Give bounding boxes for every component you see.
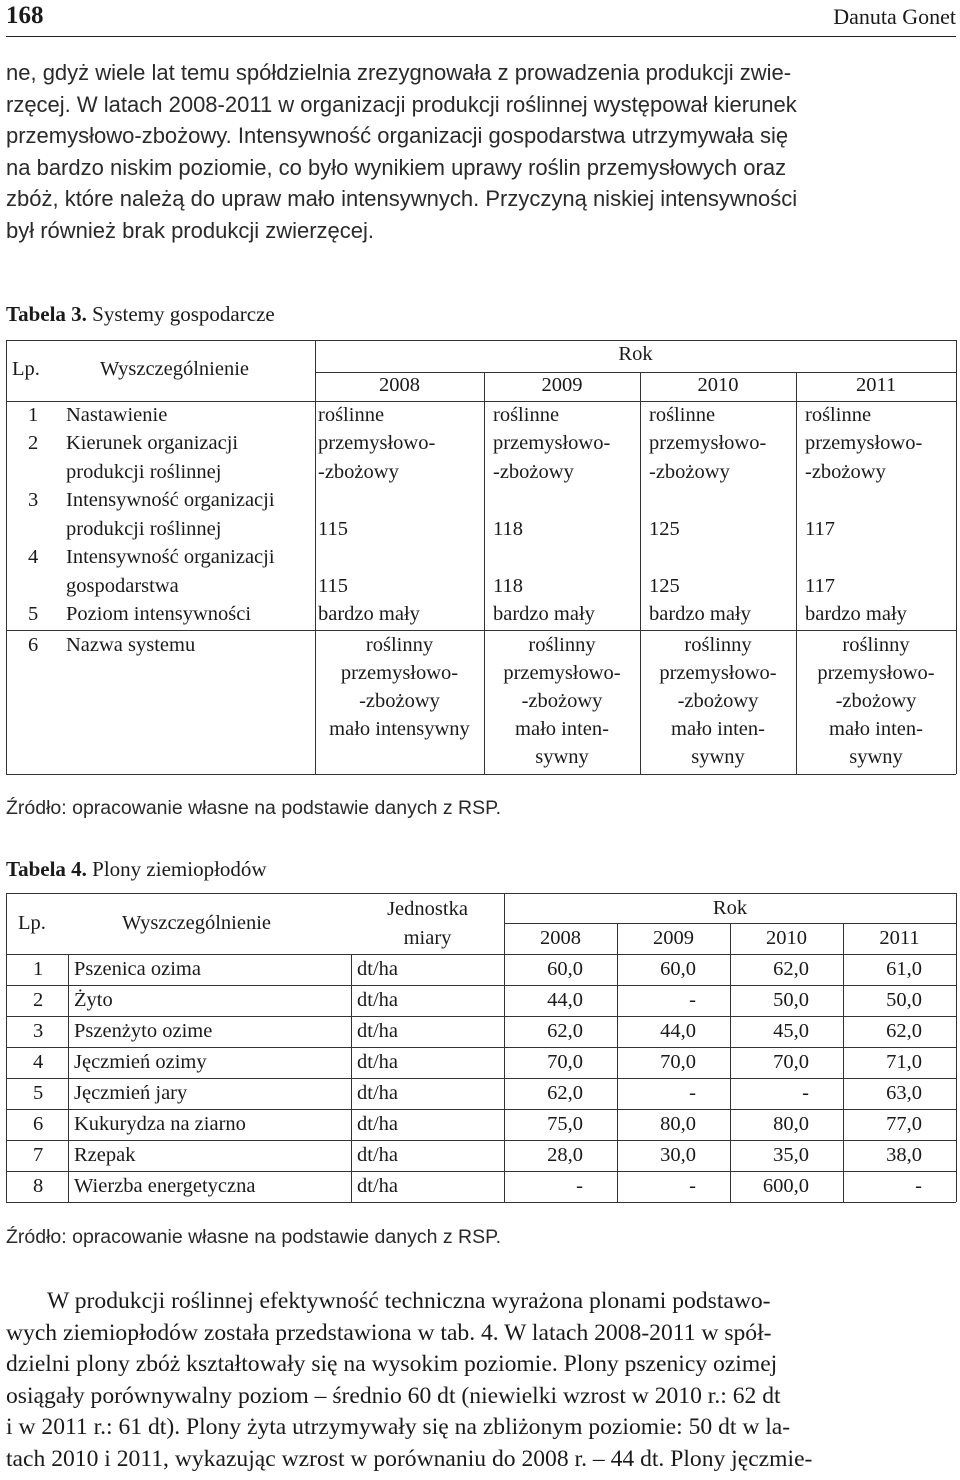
table3-caption-text: Systemy gospodarcze	[86, 302, 275, 326]
page-header	[6, 2, 956, 37]
table3-row-label: Kierunek organizacji	[66, 432, 239, 454]
table3-value: 117	[805, 575, 835, 597]
table3-head-lp: Lp.	[12, 358, 40, 380]
table3-year: 2011	[856, 374, 897, 396]
table3-value: mało inten-	[829, 718, 923, 740]
table4-unit: dt/ha	[357, 1020, 398, 1042]
page-number: 168	[6, 2, 44, 29]
table4-value: 63,0	[886, 1082, 922, 1104]
table4	[6, 893, 956, 1203]
table4-caption-label: Tabela 4.	[6, 857, 87, 881]
text-line: przemysłowo-zbożowy. Intensywność organizacji gospodarstwa utrzymywała się	[6, 123, 789, 149]
table3-row-label: gospodarstwa	[66, 575, 179, 597]
table3-value: przemysłowo-	[340, 662, 459, 684]
table4-value: 62,0	[886, 1020, 922, 1042]
table3-value: przemysłowo-	[493, 432, 611, 454]
text-line: tach 2010 i 2011, wykazując wzrost w porównaniu do 2008 r. – 44 dt. Plony jęczmie-	[6, 1445, 813, 1472]
table3-value: bardzo mały	[649, 603, 751, 625]
table4-crop-name: Rzepak	[74, 1144, 136, 1166]
table4-rule	[6, 985, 956, 986]
table3-value: -zbożowy	[805, 461, 886, 483]
table3-value: roślinne	[493, 404, 560, 426]
table4-head-unit: miary	[403, 927, 452, 949]
table4-rule	[68, 954, 69, 1202]
table4-value: 44,0	[547, 989, 583, 1011]
table3-value: bardzo mały	[493, 603, 595, 625]
table3-caption-label: Tabela 3.	[6, 302, 87, 326]
text-line: na bardzo niskim poziomie, co było wynikiem uprawy roślin przemysłowych oraz	[6, 154, 787, 180]
table3-rule	[6, 774, 956, 775]
table3-value: -zbożowy	[677, 690, 759, 712]
table3-value: przemysłowo-	[659, 662, 777, 684]
table3-value: roślinny	[528, 634, 596, 656]
table4-value: 77,0	[886, 1113, 922, 1135]
table4-value: 60,0	[547, 958, 583, 980]
closing-paragraph	[6, 1286, 956, 1476]
table3-value: roślinne	[805, 404, 872, 426]
table4-value: 62,0	[547, 1082, 583, 1104]
table4-value: 50,0	[886, 989, 922, 1011]
table4-unit: dt/ha	[357, 958, 398, 980]
table3-value: 118	[493, 575, 523, 597]
table3-value: przemysłowo-	[503, 662, 621, 684]
table4-value: 70,0	[660, 1051, 696, 1073]
table3-row-label: Nazwa systemu	[66, 634, 196, 656]
table3-row-label: Intensywność organizacji	[66, 489, 275, 511]
table3-year: 2009	[541, 374, 583, 396]
table3-head-item: Wyszczególnienie	[100, 358, 250, 380]
table3-value: -zbożowy	[521, 690, 603, 712]
table3-rule	[6, 340, 7, 774]
table4-year: 2011	[879, 927, 920, 949]
table3-value: 125	[649, 575, 680, 597]
table3-value: -zbożowy	[359, 690, 440, 712]
table4-crop-name: Żyto	[74, 989, 113, 1011]
table4-value: 71,0	[886, 1051, 922, 1073]
intro-paragraph	[6, 57, 956, 247]
table4-crop-name: Kukurydza na ziarno	[74, 1113, 246, 1135]
table4-value: -	[689, 1175, 696, 1197]
table3-lp: 5	[28, 603, 39, 625]
table4-lp: 3	[33, 1020, 44, 1042]
table4-head-year: Rok	[712, 897, 748, 919]
table3-value: przemysłowo-	[805, 432, 923, 454]
table3-value: bardzo mały	[318, 603, 420, 625]
table3-year: 2008	[379, 374, 420, 396]
table3-row-label: Poziom intensywności	[66, 603, 252, 625]
table4-year: 2009	[653, 927, 694, 949]
table4-value: 80,0	[773, 1113, 809, 1135]
text-line: W produkcji roślinnej efektywność techniczna wyrażona plonami podstawo-	[47, 1288, 771, 1314]
table4-unit: dt/ha	[357, 989, 398, 1011]
table4-lp: 6	[33, 1113, 44, 1135]
table3-value: 118	[493, 518, 523, 540]
text-line: ne, gdyż wiele lat temu spółdzielnia zrezygnowała z prowadzenia produkcji zwie-	[6, 60, 792, 85]
table4-head-item: Wyszczególnienie	[122, 912, 272, 934]
table4-rule	[351, 954, 352, 1202]
table4-rule	[6, 893, 7, 1202]
table4-caption	[6, 857, 267, 882]
table4-value: 38,0	[886, 1144, 922, 1166]
table3-value: roślinny	[365, 634, 434, 656]
running-author: Danuta Gonet	[833, 4, 956, 29]
table4-value: -	[802, 1082, 809, 1104]
table4-rule	[6, 1140, 956, 1141]
table4-value: 80,0	[660, 1113, 696, 1135]
table3-lp: 3	[28, 489, 39, 511]
table4-lp: 4	[33, 1051, 44, 1073]
table4-value: 75,0	[547, 1113, 583, 1135]
table3-caption	[6, 302, 275, 327]
table4-value: -	[576, 1175, 583, 1197]
table4-crop-name: Jęczmień jary	[74, 1082, 188, 1104]
table3-value: roślinne	[649, 404, 716, 426]
table3-value: -zbożowy	[493, 461, 574, 483]
table4-value: 60,0	[660, 958, 696, 980]
table4-unit: dt/ha	[357, 1144, 398, 1166]
table4-value: 70,0	[547, 1051, 583, 1073]
table4-lp: 1	[33, 958, 44, 980]
table4-crop-name: Jęczmień ozimy	[74, 1051, 207, 1073]
table4-lp: 5	[33, 1082, 44, 1104]
table4-crop-name: Pszenica ozima	[74, 958, 201, 980]
text-line: wych ziemiopłodów została przedstawiona w tab. 4. W latach 2008-2011 w spół-	[6, 1319, 772, 1346]
table4-unit: dt/ha	[357, 1051, 398, 1073]
table3-rule	[956, 340, 957, 774]
table4-value: 35,0	[773, 1144, 809, 1166]
table4-head-unit: Jednostka	[387, 898, 468, 920]
table4-value: 45,0	[773, 1020, 809, 1042]
table4-value: 62,0	[547, 1020, 583, 1042]
text-line: osiągały porównywalny poziom – średnio 60 dt (niewielki wzrost w 2010 r.: 62 dt	[6, 1382, 781, 1409]
table3-value: przemysłowo-	[649, 432, 767, 454]
table3-source: Źródło: opracowanie własne na podstawie danych z RSP.	[6, 797, 502, 819]
table4-value: 61,0	[886, 958, 922, 980]
table4-head-lp: Lp.	[18, 912, 46, 934]
table4-year: 2010	[766, 927, 807, 949]
table3-value: mało inten-	[671, 718, 765, 740]
text-line: zbóż, które należą do upraw mało intensywnych. Przyczyną niskiej intensywności	[6, 186, 798, 212]
table3-head-year: Rok	[618, 343, 653, 365]
table4-value: 62,0	[773, 958, 809, 980]
table3-value: -zbożowy	[835, 690, 917, 712]
table3-value: sywny	[535, 746, 589, 768]
table3-lp: 4	[28, 546, 39, 568]
table4-value: -	[689, 1082, 696, 1104]
table3-row-label: Nastawienie	[66, 404, 168, 426]
table3-lp: 6	[28, 634, 39, 656]
table3-row-label: Intensywność organizacji	[66, 546, 275, 568]
table4-value: -	[689, 989, 696, 1011]
table4-value: 28,0	[547, 1144, 583, 1166]
table4-unit: dt/ha	[357, 1113, 398, 1135]
table3-value: przemysłowo-	[318, 432, 436, 454]
table3-lp: 1	[28, 404, 39, 426]
table3-value: 115	[318, 518, 348, 540]
text-line: był również brak produkcji zwierzęcej.	[6, 217, 375, 243]
text-line: rzęcej. W latach 2008-2011 w organizacji produkcji roślinnej występował kierunek	[6, 91, 797, 117]
table4-value: 70,0	[773, 1051, 809, 1073]
table3-value: 115	[318, 575, 348, 597]
table3-value: sywny	[691, 746, 745, 768]
table4-crop-name: Wierzba energetyczna	[74, 1175, 256, 1197]
text-line: i w 2011 r.: 61 dt). Plony żyta utrzymywały się na zbliżonym poziomie: 50 dt w la-	[6, 1414, 791, 1441]
table3-value: 125	[649, 518, 680, 540]
table3-lp: 2	[28, 432, 39, 454]
table4-rule	[956, 893, 957, 1202]
table3-year: 2010	[697, 374, 739, 396]
table3-row-label: produkcji roślinnej	[66, 461, 222, 483]
table4-value: 600,0	[762, 1175, 809, 1197]
table3-value: -zbożowy	[649, 461, 730, 483]
table3-value: roślinny	[842, 634, 910, 656]
table4-value: -	[915, 1175, 922, 1197]
table4-year: 2008	[540, 927, 581, 949]
table3-value: mało inten-	[515, 718, 609, 740]
table4-crop-name: Pszenżyto ozime	[74, 1020, 213, 1042]
table4-lp: 2	[33, 989, 44, 1011]
table4-caption-text: Plony ziemiopłodów	[86, 857, 267, 881]
table3	[6, 340, 956, 775]
text-line: dzielni plony zbóż kształtowały się na wysokim poziomie. Plony pszenicy ozimej	[6, 1351, 778, 1378]
table4-unit: dt/ha	[357, 1082, 398, 1104]
table3-value: przemysłowo-	[817, 662, 935, 684]
table3-row-label: produkcji roślinnej	[66, 518, 222, 540]
table4-lp: 7	[33, 1144, 44, 1166]
table3-value: -zbożowy	[318, 461, 399, 483]
table3-value: bardzo mały	[805, 603, 907, 625]
table3-value: roślinny	[684, 634, 752, 656]
table4-lp: 8	[33, 1175, 44, 1197]
table4-value: 30,0	[660, 1144, 696, 1166]
table3-value: mało intensywny	[329, 718, 470, 740]
table4-value: 50,0	[773, 989, 809, 1011]
table4-value: 44,0	[660, 1020, 696, 1042]
table4-source: Źródło: opracowanie własne na podstawie danych z RSP.	[6, 1226, 502, 1248]
table4-rule	[6, 1202, 956, 1203]
table3-value: 117	[805, 518, 835, 540]
table4-unit: dt/ha	[357, 1175, 398, 1197]
table3-value: sywny	[849, 746, 903, 768]
table3-value: roślinne	[318, 404, 385, 426]
